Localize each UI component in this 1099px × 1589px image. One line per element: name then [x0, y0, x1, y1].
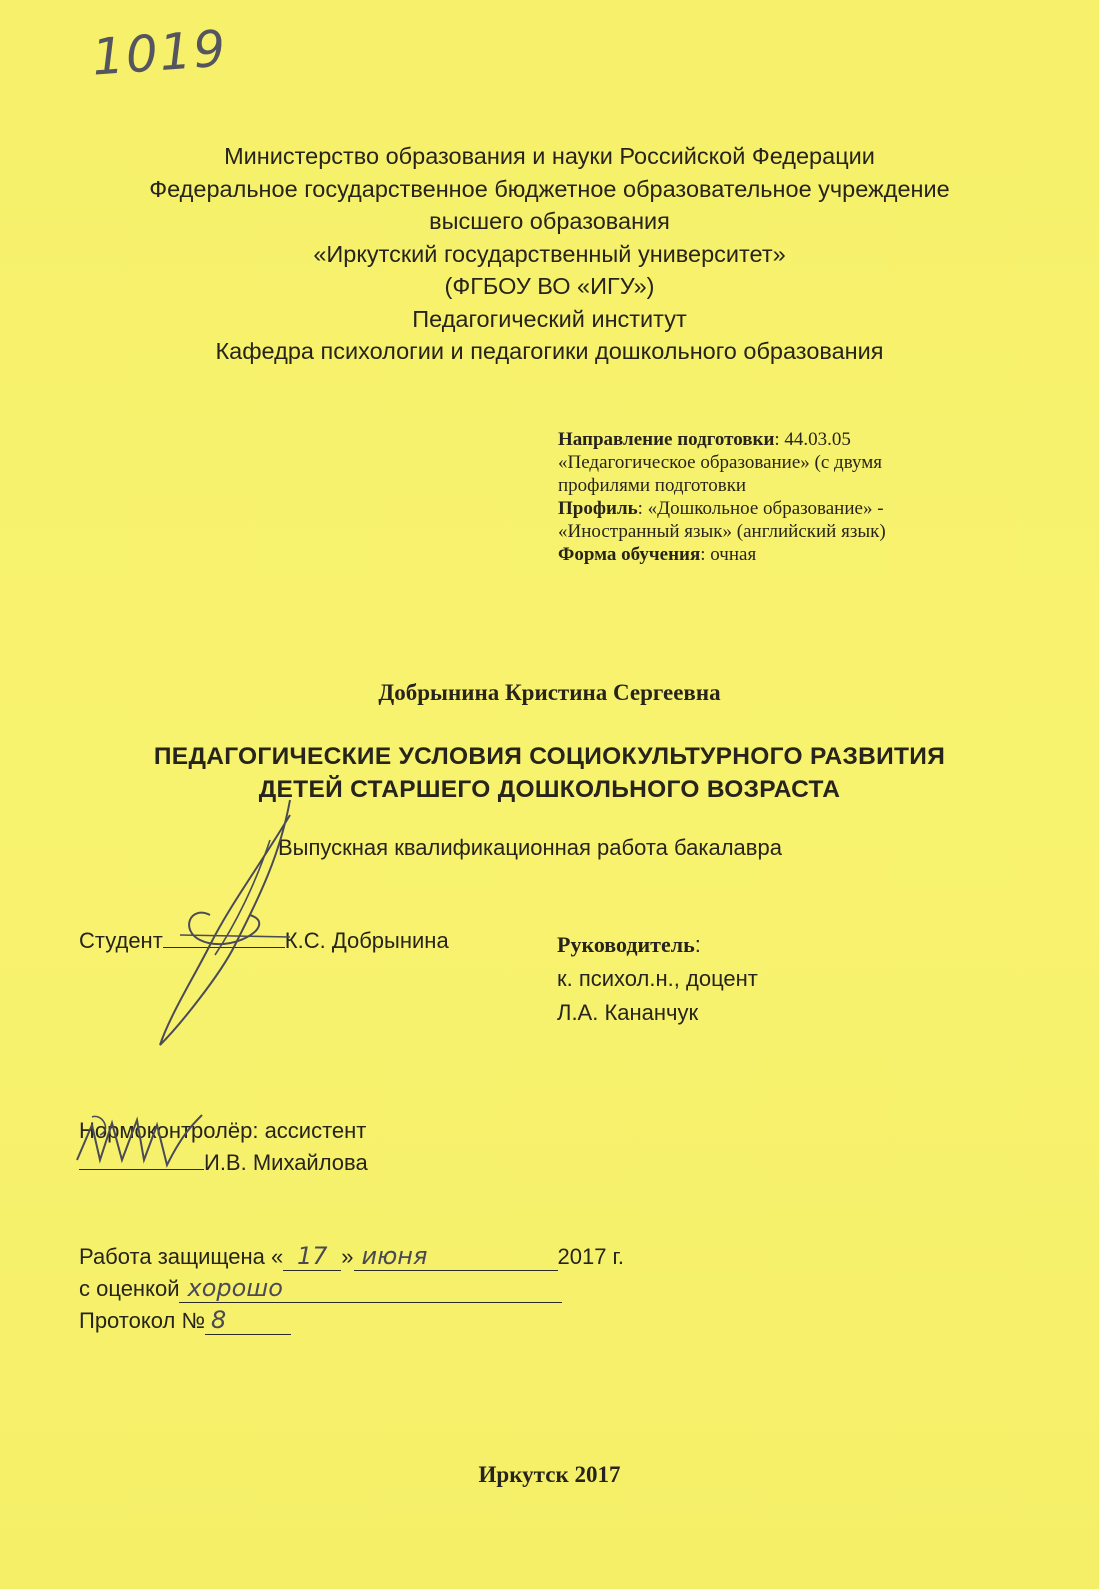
defense-line [79, 1242, 624, 1271]
profile-value-line1: : «Дошкольное образование» - [637, 498, 884, 519]
normcontrol-name: И.В. Михайлова [204, 1150, 368, 1175]
author-name: Добрынина Кристина Сергеевна [378, 680, 721, 705]
normcontrol-label: Нормоконтролёр: ассистент [79, 1118, 367, 1143]
defense-month: июня [354, 1242, 558, 1271]
defense-label: Работа защищена « [79, 1244, 284, 1269]
direction-name-line1: «Педагогическое образование» (с двумя [558, 452, 883, 473]
header-line-ministry: Министерство образования и науки Российской Федерации [224, 143, 875, 169]
study-form-value: : очная [700, 544, 757, 565]
grade-value: хорошо [179, 1274, 562, 1303]
thesis-title-line2: ДЕТЕЙ СТАРШЕГО ДОШКОЛЬНОГО ВОЗРАСТА [258, 776, 841, 803]
header-line-education-level: высшего образования [429, 208, 670, 234]
defense-year: 2017 г. [557, 1244, 625, 1269]
header-line-university: «Иркутский государственный университет» [313, 240, 786, 267]
supervisor-label-colon: : [694, 932, 701, 957]
supervisor-name: Л.А. Кананчук [557, 1000, 699, 1025]
study-form-label: Форма обучения [558, 544, 701, 565]
header-line-institution-type: Федеральное государственное бюджетное образовательное учреждение [149, 175, 950, 202]
protocol-label: Протокол № [79, 1308, 206, 1333]
direction-code: : 44.03.05 [774, 429, 851, 450]
grade-line [79, 1274, 562, 1303]
protocol-line [79, 1306, 291, 1335]
direction-label: Направление подготовки [558, 429, 775, 450]
header-line-institute: Педагогический институт [412, 305, 687, 332]
work-type: Выпускная квалификационная работа бакалавра [278, 835, 782, 860]
normcontrol-signature [72, 1105, 212, 1175]
header-line-abbreviation: (ФГБОУ ВО «ИГУ») [444, 273, 655, 299]
supervisor-degree: к. психол.н., доцент [557, 966, 758, 991]
defense-quote-close: » [341, 1244, 354, 1269]
student-signature [140, 795, 330, 1055]
defense-day: 17 [283, 1242, 341, 1271]
study-direction-block [558, 428, 886, 566]
supervisor-label: Руководитель [557, 932, 695, 957]
student-name: К.С. Добрынина [284, 928, 449, 953]
thesis-title-line1: ПЕДАГОГИЧЕСКИЕ УСЛОВИЯ СОЦИОКУЛЬТУРНОГО РАЗВИТИЯ [153, 743, 946, 770]
direction-name-line2: профилями подготовки [558, 475, 747, 496]
student-label: Студент [79, 928, 163, 953]
profile-label: Профиль [558, 498, 638, 519]
grade-label: с оценкой [79, 1276, 180, 1301]
handwritten-number: 1019 [90, 19, 230, 87]
city-year: Иркутск 2017 [478, 1462, 621, 1487]
institution-header [0, 140, 1099, 368]
profile-value-line2: «Иностранный язык» (английский язык) [558, 521, 886, 542]
supervisor-block [557, 928, 758, 1030]
header-line-department: Кафедра психологии и педагогики дошкольного образования [215, 338, 884, 364]
protocol-number: 8 [205, 1306, 291, 1335]
